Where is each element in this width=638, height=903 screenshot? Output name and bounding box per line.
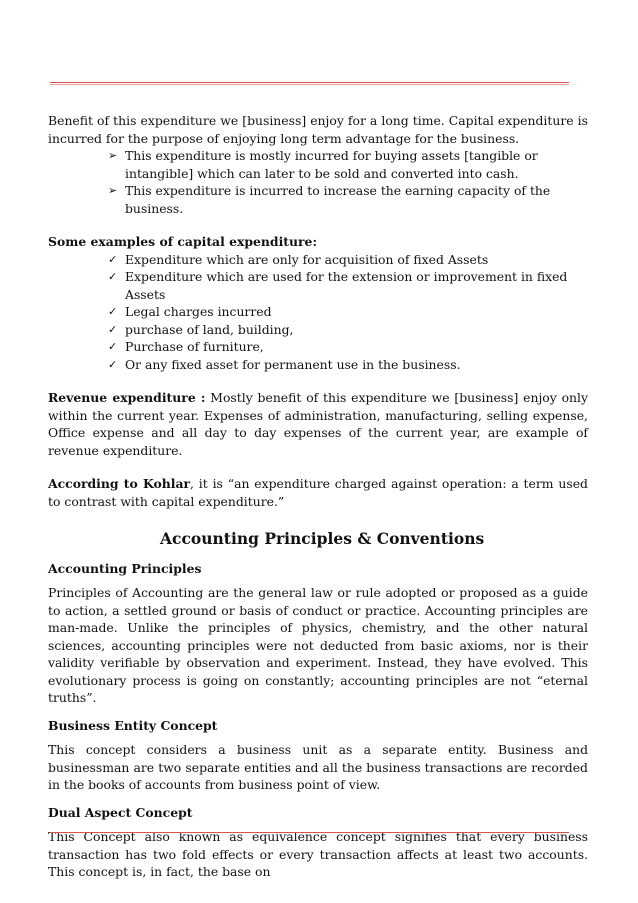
list-item: ✓ Legal charges incurred xyxy=(108,304,272,319)
revenue-paragraph: Revenue expenditure : Mostly benefit of this expenditure we [business] enjoy only within the current year. Expenses of administration, manufacturing, selling expense, Office expense and all day to day expenses of the current year, are example of revenue expenditure. xyxy=(48,390,588,458)
list-item: ✓ Purchase of furniture, xyxy=(108,339,264,354)
entity-heading: Business Entity Concept xyxy=(48,717,218,733)
intro-paragraph: Benefit of this expenditure we [business] enjoy for a long time. Capital expenditure is incurred for the purpose of enjoying long term advantage for the business. xyxy=(48,113,588,146)
principles-paragraph: Principles of Accounting are the general law or rule adopted or proposed as a guide to action, a settled ground or basis of conduct or practice. Accounting principles are man-made. Unlike the principles of physics, chemistry, and the other natural sciences, accounting principles were not deducted from basic axioms, nor is their validity verifiable by observation and experiment. Instead, they have evolved. This evolutionary process is going on constantly; accounting principles are not “eternal truths”. xyxy=(48,585,588,705)
section-title: Accounting Principles & Conventions xyxy=(160,529,485,548)
check-bullet-icon: ✓ xyxy=(108,270,118,283)
arrow-list xyxy=(48,147,588,217)
list-item: ✓ purchase of land, building, xyxy=(108,321,294,337)
kohlar-label: According to Kohlar xyxy=(48,476,190,491)
footer-rule xyxy=(50,832,569,833)
kohlar-paragraph: According to Kohlar, it is “an expenditure charged against operation: a term used to contrast with capital expenditure.” xyxy=(48,476,588,509)
examples-heading: Some examples of capital expenditure: xyxy=(48,234,318,249)
document-body xyxy=(48,112,588,881)
check-bullet-icon: ✓ xyxy=(108,252,118,266)
check-bullet-icon: ✓ xyxy=(108,340,118,353)
header-rule xyxy=(50,82,569,85)
list-item: ➢ This expenditure is incurred to increase the earning capacity of the business. xyxy=(108,183,551,216)
principles-heading: Accounting Principles xyxy=(48,560,202,576)
check-list xyxy=(48,251,588,374)
entity-paragraph: This concept considers a business unit as a separate entity. Business and businessman are two separate entities and all the business transactions are recorded in the books of accounts from business point of view. xyxy=(48,742,588,792)
list-item: ✓ Or any fixed asset for permanent use in the business. xyxy=(108,356,461,372)
check-bullet-icon: ✓ xyxy=(108,305,118,318)
dual-paragraph: This Concept also known as equivalence concept signifies that every business transaction has two fold effects or every transaction affects at least two accounts. This concept is, in fact, the base on xyxy=(48,829,588,879)
list-item: ✓ Expenditure which are only for acquisition of fixed Assets xyxy=(108,251,489,267)
check-bullet-icon: ✓ xyxy=(108,322,118,336)
list-item: ➢ This expenditure is mostly incurred for buying assets [tangible or intangible] which can later to be sold and converted into cash. xyxy=(108,148,538,181)
arrow-bullet-icon: ➢ xyxy=(108,149,118,162)
list-item: ✓ Expenditure which are used for the extension or improvement in fixed Assets xyxy=(108,269,568,302)
arrow-bullet-icon: ➢ xyxy=(108,184,118,197)
check-bullet-icon: ✓ xyxy=(108,357,118,371)
dual-heading: Dual Aspect Concept xyxy=(48,804,193,820)
revenue-label: Revenue expenditure : xyxy=(48,390,206,405)
